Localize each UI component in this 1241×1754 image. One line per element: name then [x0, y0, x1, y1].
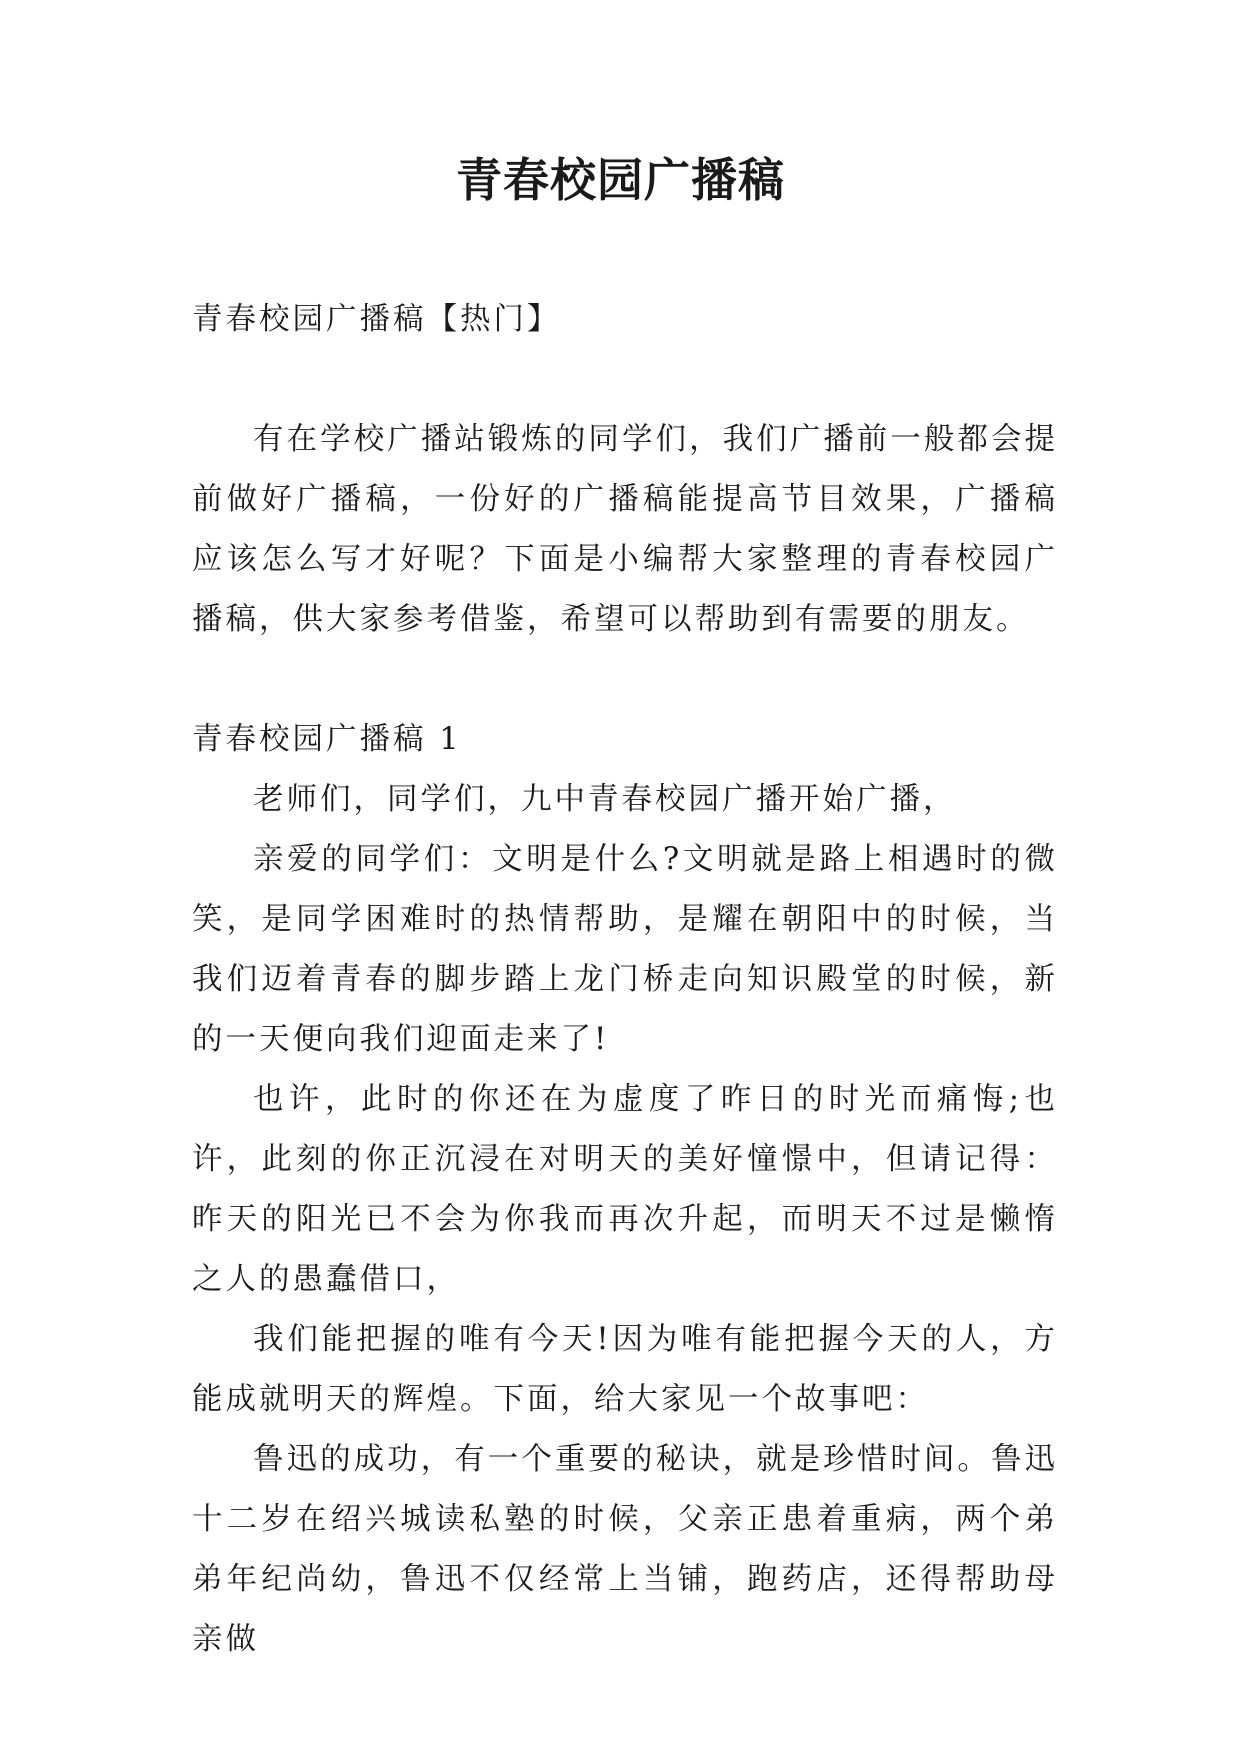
body-paragraph: 我们能把握的唯有今天!因为唯有能把握今天的人，方能成就明天的辉煌。下面，给大家见一个故事吧：: [192, 1322, 1058, 1417]
document-subtitle: 青春校园广播稿【热门】: [192, 302, 561, 337]
body-paragraph: 也许，此时的你还在为虚度了昨日的时光而痛悔;也许，此刻的你正沉浸在对明天的美好憧憬中，但请记得：昨天的阳光已不会为你我而再次升起，而明天不过是懒惰之人的愚蠢借口，: [192, 1082, 1058, 1297]
body-paragraph: 鲁迅的成功，有一个重要的秘诀，就是珍惜时间。鲁迅十二岁在绍兴城读私塾的时候，父亲正患着重病，两个弟弟年纪尚幼，鲁迅不仅经常上当铺，跑药店，还得帮助母亲做: [192, 1442, 1058, 1657]
body-paragraph: 老师们，同学们，九中青春校园广播开始广播，: [253, 782, 957, 817]
section-heading: 青春校园广播稿 1: [192, 722, 462, 757]
body-paragraph: 亲爱的同学们：文明是什么?文明就是路上相遇时的微笑，是同学困难时的热情帮助，是耀在朝阳中的时候，当我们迈着青春的脚步踏上龙门桥走向知识殿堂的时候，新的一天便向我们迎面走来了!: [192, 842, 1058, 1057]
document-title: 青春校园广播稿: [456, 153, 785, 207]
document-body: [192, 290, 1058, 1670]
intro-paragraph: 有在学校广播站锻炼的同学们，我们广播前一般都会提前做好广播稿，一份好的广播稿能提高节目效果，广播稿应该怎么写才好呢？下面是小编帮大家整理的青春校园广播稿，供大家参考借鉴，希望可以帮助到有需要的朋友。: [192, 422, 1058, 637]
